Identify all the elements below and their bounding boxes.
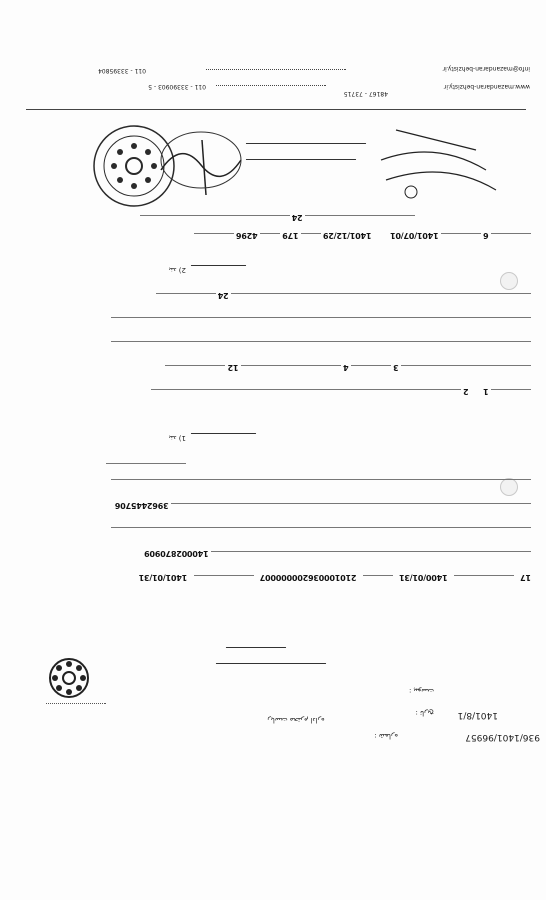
small-number: 12: [227, 363, 239, 372]
count-2: 179: [282, 231, 299, 240]
range-b: 3: [393, 363, 399, 372]
footer-address-line: [216, 85, 326, 86]
field-label-number: شماره :: [374, 732, 398, 740]
letter-date: 1401/8/1: [457, 710, 498, 720]
start-date: 1400/01/31: [399, 573, 448, 582]
footer-website: www.mazandaran-behzisty.ir: [443, 83, 530, 90]
footer-email: info@mazandaran-behzisty.ir: [442, 65, 530, 72]
count-value: 17: [520, 573, 531, 582]
range-d: 1: [483, 387, 489, 396]
logo-caption: [46, 703, 106, 728]
body-line-6: [106, 463, 186, 464]
body-line-4: [95, 500, 531, 510]
recipient-line: ریاست محترم اداره: [267, 716, 325, 724]
body-line-1: [95, 572, 531, 582]
footer-fax: 011 - 33395804: [98, 67, 146, 74]
range-a: 4: [343, 363, 349, 372]
section-heading-1: بند (1: [168, 434, 186, 442]
to-date: 1401/12/29: [323, 231, 372, 240]
salutation-scribble: [216, 663, 326, 664]
count-3: 24: [217, 291, 229, 300]
footer-phone: 011 - 33390903 - 5: [148, 83, 206, 90]
signature-line-1: [246, 159, 356, 160]
body-line-10: [95, 314, 531, 324]
from-date: 1401/07/01: [390, 231, 439, 240]
section-heading-1-text: [191, 433, 256, 434]
field-label-date: تاریخ :: [415, 709, 434, 717]
contract-id: 210100036200000007: [259, 573, 357, 582]
footer-postal-code: 48167 - 73715: [343, 90, 388, 97]
reference-number: 936/1401/96957: [465, 732, 540, 742]
secondary-signature-icon: [376, 120, 506, 210]
section-heading-2: بند (2: [168, 266, 186, 274]
footer-address-line-2: [206, 69, 346, 70]
end-date: 1401/01/31: [138, 573, 188, 582]
schedule-line: [95, 230, 531, 240]
field-label-attachment: پیوست :: [408, 687, 434, 695]
count-4: 6: [483, 231, 489, 240]
body-line-9: [95, 338, 531, 348]
body-line-8: [95, 362, 531, 372]
national-id: 3962445706: [114, 501, 169, 510]
schedule-line-2: [95, 212, 415, 222]
salutation-scribble-2: [226, 647, 286, 648]
signature-mark-icon: [156, 130, 246, 200]
body-line-2: [95, 548, 531, 558]
section-heading-2-text: [191, 265, 246, 266]
body-line-3: [95, 524, 531, 534]
body-line-5: [95, 476, 531, 486]
organization-logo-icon: [47, 656, 91, 700]
footer-rule: [26, 109, 526, 110]
count: 24: [291, 213, 303, 222]
account-id: 140002870909: [144, 549, 209, 558]
signature-line-2: [246, 143, 366, 144]
amount: 4296: [236, 231, 258, 240]
body-line-7: [95, 386, 531, 396]
range-c: 2: [463, 387, 469, 396]
body-line-11: [95, 290, 531, 300]
